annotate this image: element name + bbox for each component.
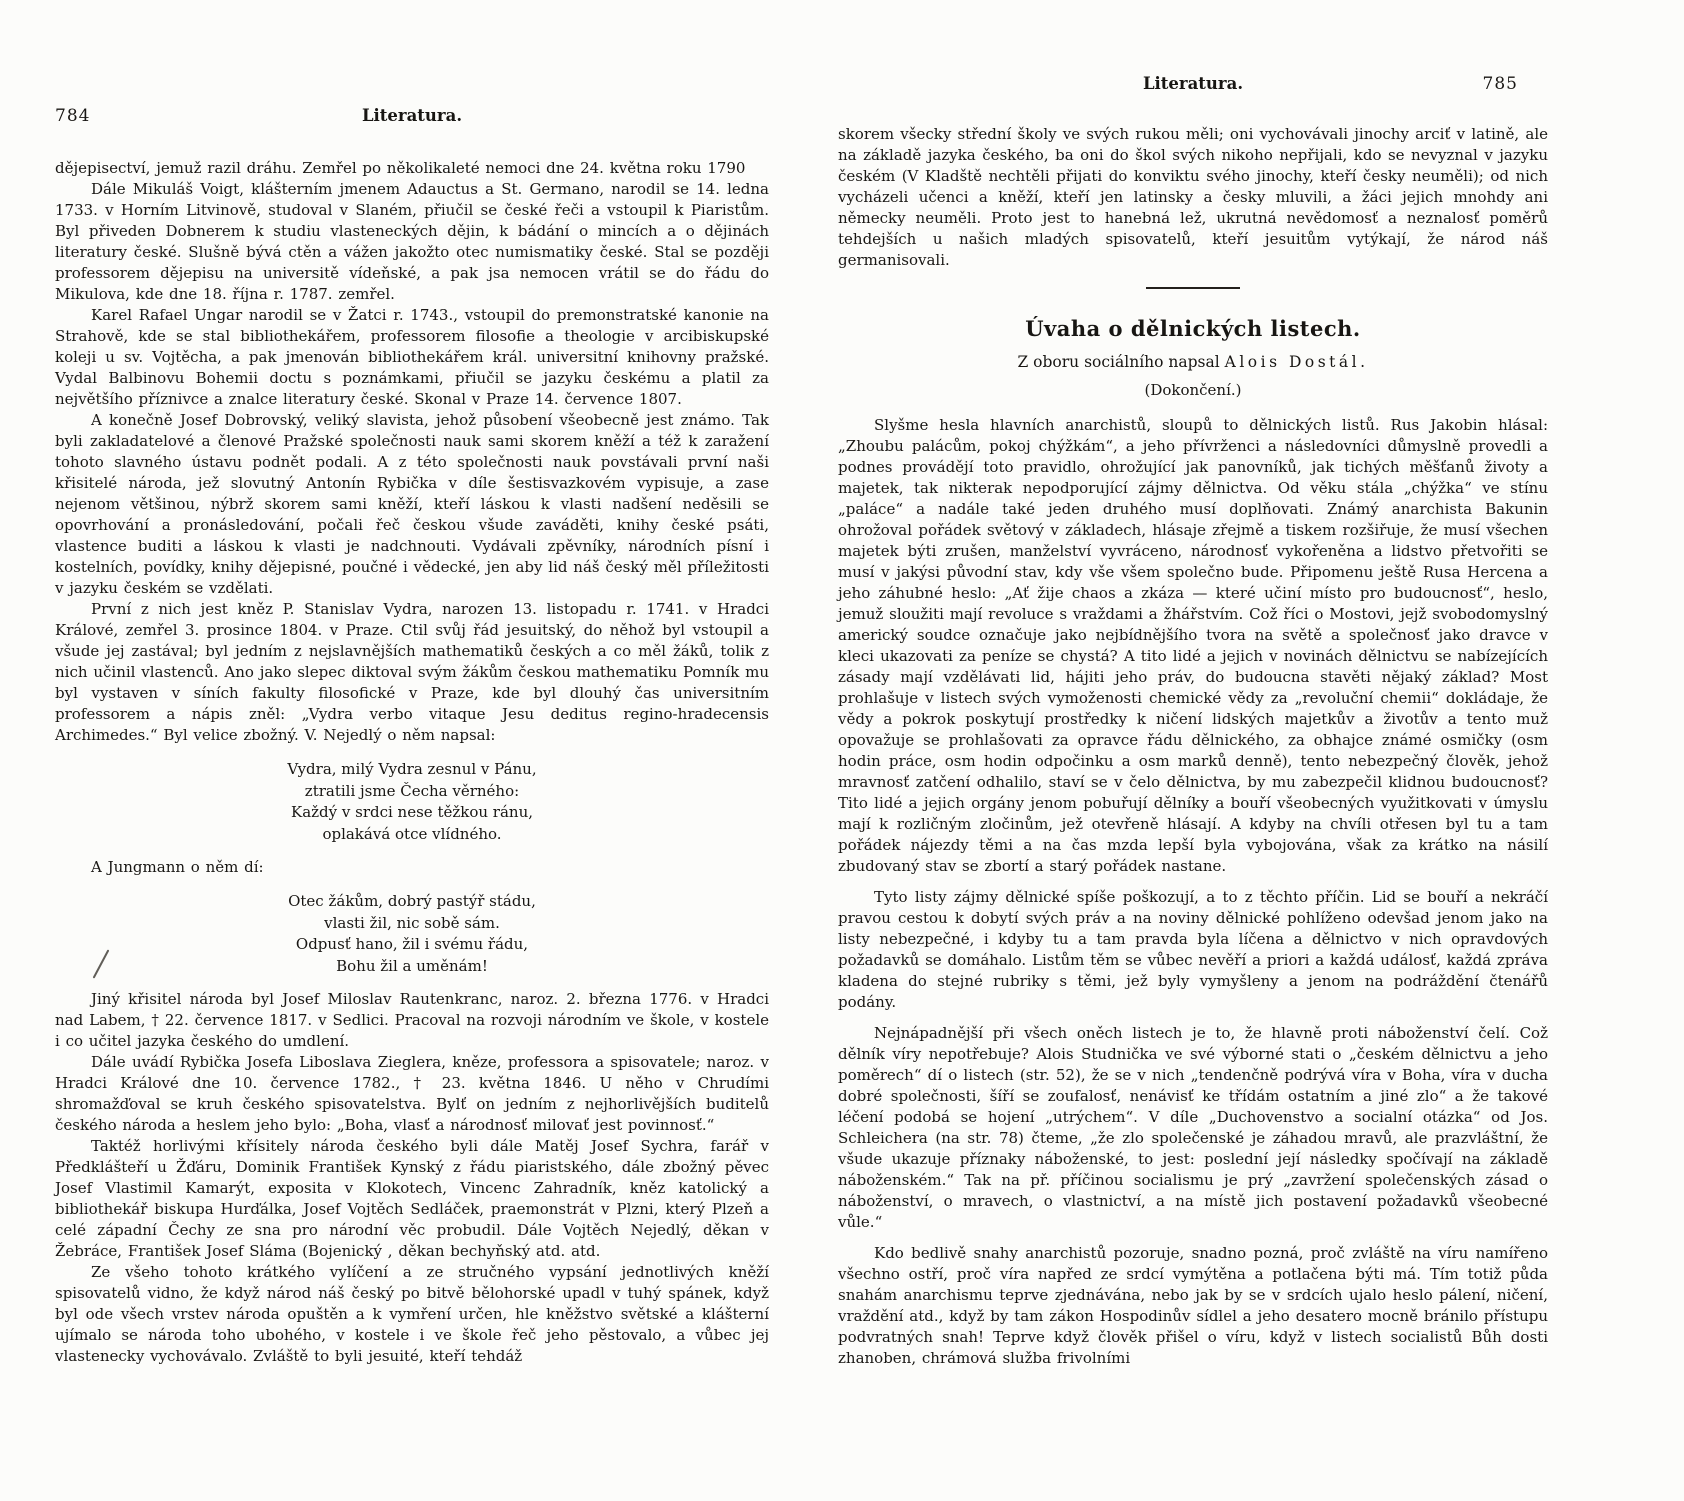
article-title: Úvaha o dělnických listech. — [1025, 316, 1361, 341]
page-number-right: 785 — [1482, 74, 1518, 94]
running-title-left: Literatura. — [361, 106, 463, 125]
paragraph: skorem všecky střední školy ve svých rukou měli; oni vychovávali jinochy arciť v latině, ale na základě jazyka českého, ba oni do škol svých nikoho nepřijali, kdo se nevyznal v jazyku českém (V Kladště nechtěli přijati do konviktu svého jinochy, kteří česky neuměli); od nich vycházeli učenci a kněží, kteří jen latinsky a česky mluvili, a žáci jejich mnohdy ani německy neuměli. Proto jest to hanebná lež, ukrutná nevědomosť a neznalosť poměrů tehdejších u našich mladých spisovatelů, kteří jesuitům vytýkají, že národ náš germanisovali. — [838, 125, 1548, 269]
poem-line: oplakává otce vlídného. — [322, 824, 502, 843]
poem-line: Každý v srdci nese těžkou ránu, — [290, 803, 533, 821]
paragraph: Slyšme hesla hlavních anarchistů, sloupů to dělnických listů. Rus Jakobin hlásal: „Zhoubu palácům, pokoj chýžkám“, a jeho přívrženci a následovníci důmyslně provedli a podnes provádějí toto pravidlo, ohrožující jak panovníků, jak tichých měšťanů životy a majetek, tak nikterak nepodporující zájmy dělnictva. Od věku stála „chýžka“ ve stínu „paláce“ a nadále také jeden druhého musí doplňovati. Známý anarchista Bakunin ohrožoval pořádek světový v základech, hlásaje zřejmě a tiskem rozšiřuje, že musí všechen majetek býti zrušen, manželství vyvráceno, národnosť vykořeněna a lidstvo přetvořiti se musí v jakýsi původní stav, kdy vše všem společno bude. Připomenu ještě Rusa Hercena a jeho záhubné heslo: „Ať žije chaos a zkáza — které učiní místo pro budoucnosť“, heslo, jemuž sloužiti mají revoluce s vraždami a žhářstvím. Což říci o Mostovi, jejž svobodomyslný americký soudce označuje jako nejbídnějšího tvora na světě a společnosť jako dravce v kleci ukazovati za peníze se chystá? A tito lidé a jejich v novinách dělnictvu se nabízejících zásady mají vzdělávati lid, hájiti jeho práv, do budoucna stavěti nějaký základ? Most prohlašuje v listech svých vymoženosti chemické vědy za „revoluční chemii“ dokládaje, že vědy a pokrok poskytují prostředky k ničení lidských majetkův a životův a tento muž opovažuje se prohlašovati za opravce řádu dělnického, za obhajce známé osmičky (osm hodin práce, osm hodin odpočinku a osm marků denně), tento nebezpečný člověk, jehož mravnosť zatčení odhalilo, staví se v čelo dělnictva, by mu zabezpečil klidnou budoucnosť? Tito lidé a jejich orgány jenom pobuřují dělníky a bouří všeobecných využitkovati v úmyslu mají k rozličným zločinům, jež otevřeně hlásají. A kdyby na chvíli otřesen byl tu a tam pořádek nájezdy těmi a na čas mzda lepší byla vybojována, však za krátko na násilí zbudovaný stav se zbortí a starý pořádek nastane. — [838, 416, 1548, 875]
poem-line: Otec žákům, dobrý pastýř stádu, — [288, 892, 536, 910]
paragraph: Taktéž horlivými křísitely národa českého byli dále Matěj Josef Sychra, farář v Předklášteří u Žďáru, Dominik František Kynský z řádu piaristského, dále zbožný pěvec Josef Vlastimil Kamarýt, exposita v Klokotech, Vincenc Zahradník, kněz katolický a bibliothekář biskupa Hurďálka, Josef Vojtěch Sedláček, praemonstrát v Plzni, který Plzeň a celé západní Čechy ze sna pro národní věc probudil. Dále Vojtěch Nejedlý, děkan v Žebráce, František Josef Sláma (Bojenický , děkan bechyňský atd. atd. — [55, 1137, 769, 1260]
poem-jungmann — [55, 891, 769, 977]
paragraph: První z nich jest kněz P. Stanislav Vydra, narozen 13. listopadu r. 1741. v Hradci Králové, zemřel 3. prosince 1804. v Praze. Ctil svůj řád jesuitský, do něhož byl vstoupil a všude jej zastával; byl jedním z nejslavnějších mathematiků českých a co měl žáků, tolik z nich učinil vlastenců. Ano jako slepec diktoval svým žákům českou mathematiku Pomník mu byl vystaven v síních fakulty filosofické v Praze, kde byl dlouhý čas universitním professorem a nápis zněl: „Vydra verbo vitaque Jesu deditus regino-hradecensis Archimedes.“ Byl velice zbožný. V. Nejedlý o něm napsal: — [55, 600, 769, 744]
left-column-text — [55, 158, 769, 1367]
article-subtitle — [838, 353, 1548, 371]
paragraph: Karel Rafael Ungar narodil se v Žatci r. 1743., vstoupil do premonstratské kanonie na Strahově, kde se stal bibliothekářem, professorem filosofie a theologie v arcibiskupské koleji u sv. Vojtěcha, a pak jmenován bibliothekářem král. universitní knihovny pražské. Vydal Balbinovu Bohemii doctu s poznámkami, přiučil se jazyku českému a platil za největšího příznivce a znalce literatury české. Skonal v Praze 14. července 1807. — [55, 306, 769, 408]
right-column-text — [838, 124, 1548, 1369]
poem-line: vlasti žil, nic sobě sám. — [324, 913, 500, 932]
paragraph: Tyto listy zájmy dělnické spíše poškozují, a to z těchto příčin. Lid se bouří a nekráčí pravou cestou k dobytí svých práv a na noviny dělnické pohlíženo odevšad jenom jako na listy nebezpečné, i kdyby tu a tam pravda byla líčena a dělnictvo v nich opravdových požadavků se domáhalo. Listům těm se vůbec nevěří a priori a každá událosť, každá zpráva kladena do stejné rubriky s těmi, jež byly vymyšleny a jenom na podráždění čtenářů podány. — [838, 888, 1548, 1011]
running-title-right: Literatura. — [1142, 74, 1244, 93]
paragraph: Dále uvádí Rybička Josefa Liboslava Zieglera, kněze, professora a spisovatele; naroz. v Hradci Králové dne 10. července 1782., † 23. května 1846. U něho v Chrudími shromažďoval se kruh českého spisovatelstva. Bylť on jedním z nejhorlivějších buditelů českého národa a heslem jeho bylo: „Boha, vlasť a národnosť milovať jest povinnosť.“ — [55, 1053, 769, 1134]
page-784 — [55, 0, 769, 1367]
poem-line: Vydra, milý Vydra zesnul v Pánu, — [287, 760, 537, 778]
paragraph: Nejnápadnější při všech oněch listech je to, že hlavně proti náboženství čelí. Což dělník víry nepotřebuje? Alois Studnička ve své výborné stati o „českém dělnictvu a jeho poměrech“ dí o listech (str. 52), že se v nich „tendenčně podrývá víra v Boha, víra v ducha dobré společnosti, šíří se zoufalosť, nenávisť ke třídám ostatním a jiné zlo“ a že takové léčení podobá se hojení „utrýchem“. V díle „Duchovenstvo a socialní otázka“ od Jos. Schleichera (na str. 78) čteme, „že zlo společenské je záhadou mravů, ale prazvláštní, že všude ukazuje příznaky náboženské, to jest: poslední její následky spočívají na základě náboženském.“ Tak na př. příčinou socialismu je prý „zavržení společenských zásad o náboženství, o mravech, o vlastnictví, a na místě jich postavení požadavků všeobecné vůle.“ — [838, 1024, 1548, 1231]
page-number-left: 784 — [55, 106, 91, 126]
paragraph: Ze všeho tohoto krátkého vylíčení a ze stručného vypsání jednotlivých kněží spisovatelů vidno, že když národ náš český po bitvě bělohorské upadl v tuhý spánek, když byl ode všech vrstev národa opuštěn a k vymření určen, hle kněžstvo světské a klášterní ujímalo se národa toho ubohého, v kostele i ve škole řeč jeho pěstovalo, a vůbec jej vlastenecky vychovávalo. Zvláště to byli jesuité, kteří tehdáž — [55, 1263, 769, 1365]
section-divider — [1146, 287, 1240, 289]
running-head-right — [838, 74, 1548, 100]
poem-line: ztratili jsme Čecha věrného: — [304, 781, 520, 800]
article-note: (Dokončení.) — [1144, 381, 1242, 399]
poem-vydra — [55, 759, 769, 845]
paragraph: Kdo bedlivě snahy anarchistů pozoruje, snadno pozná, proč zvláště na víru namířeno všechno ostří, proč víra napřed ze srdcí vymýtěna a potlačena býti má. Tím totiž půda snahám anarchismu teprve zjednávána, nebo jak by se v srdcích ujalo heslo pálení, ničení, vraždění atd., když by tam zákon Hospodinův sídlel a jeho desatero mocně bránilo přístupu podvratných snah! Teprve když člověk přišel o víru, když v listech socialistů Bůh dosti zhanoben, chrámová služba frivolními — [838, 1244, 1548, 1367]
subtitle-author: Alois Dostál. — [1224, 353, 1369, 371]
poem-line: Bohu žil a uměnám! — [336, 956, 488, 975]
jungmann-intro: A Jungmann o něm dí: — [91, 858, 264, 876]
running-head-left — [55, 106, 769, 132]
paragraph: dějepisectví, jemuž razil dráhu. Zemřel po několikaleté nemoci dne 24. května roku 1790 — [55, 159, 746, 177]
paragraph: Dále Mikuláš Voigt, klášterním jmenem Adauctus a St. Germano, narodil se 14. ledna 1733. v Horním Litvinově, studoval v Slaném, přiučil se české řeči a vstoupil k Piaristům. Byl přiveden Dobnerem k studiu vlasteneckých dějin, k bádání o mincích a o dějinách literatury české. Slušně bývá ctěn a vážen jakožto otec numismatiky české. Stal se později professorem dějepisu na universitě vídeňské, a pak jsa nemocen vrátil se do řádu do Mikulova, kde dne 18. října r. 1787. zemřel. — [55, 180, 769, 303]
poem-line: Odpusť hano, žil i svému řádu, — [295, 935, 529, 953]
page-785 — [838, 0, 1548, 1369]
paragraph: Jiný křisitel národa byl Josef Miloslav Rautenkranc, naroz. 2. března 1776. v Hradci nad Labem, † 22. července 1817. v Sedlici. Pracoval na rozvoji národním ve škole, v kostele i co učitel jazyka českého do umdlení. — [55, 990, 769, 1050]
paragraph: A konečně Josef Dobrovský, veliký slavista, jehož působení všeobecně jest známo. Tak byli zakladatelové a členové Pražské společnosti nauk sami skorem kněží a též k zaražení tohoto slavného ústavu podnět podali. A z této společnosti nauk povstávali první naši křisitelé národa, jež slovutný Antonín Rybička v díle šestisvazkovém vypisuje, a zase nejenom většinou, nýbrž skorem sami kněží, kteří láskou k vlasti nadšení neděsili se opovrhování a pronásledování, počali řeč českou všude zaváděti, knihy české psáti, vlastence buditi a láskou k vlasti je nadchnouti. Vydávali zpěvníky, národních písní i kostelních, povídky, knihy dějepisné, poučné i vědecké, jen aby lid náš český měl příležitosti v jazyku českém se vzdělati. — [55, 411, 769, 597]
subtitle-prefix: Z oboru sociálního napsal — [1017, 353, 1225, 371]
